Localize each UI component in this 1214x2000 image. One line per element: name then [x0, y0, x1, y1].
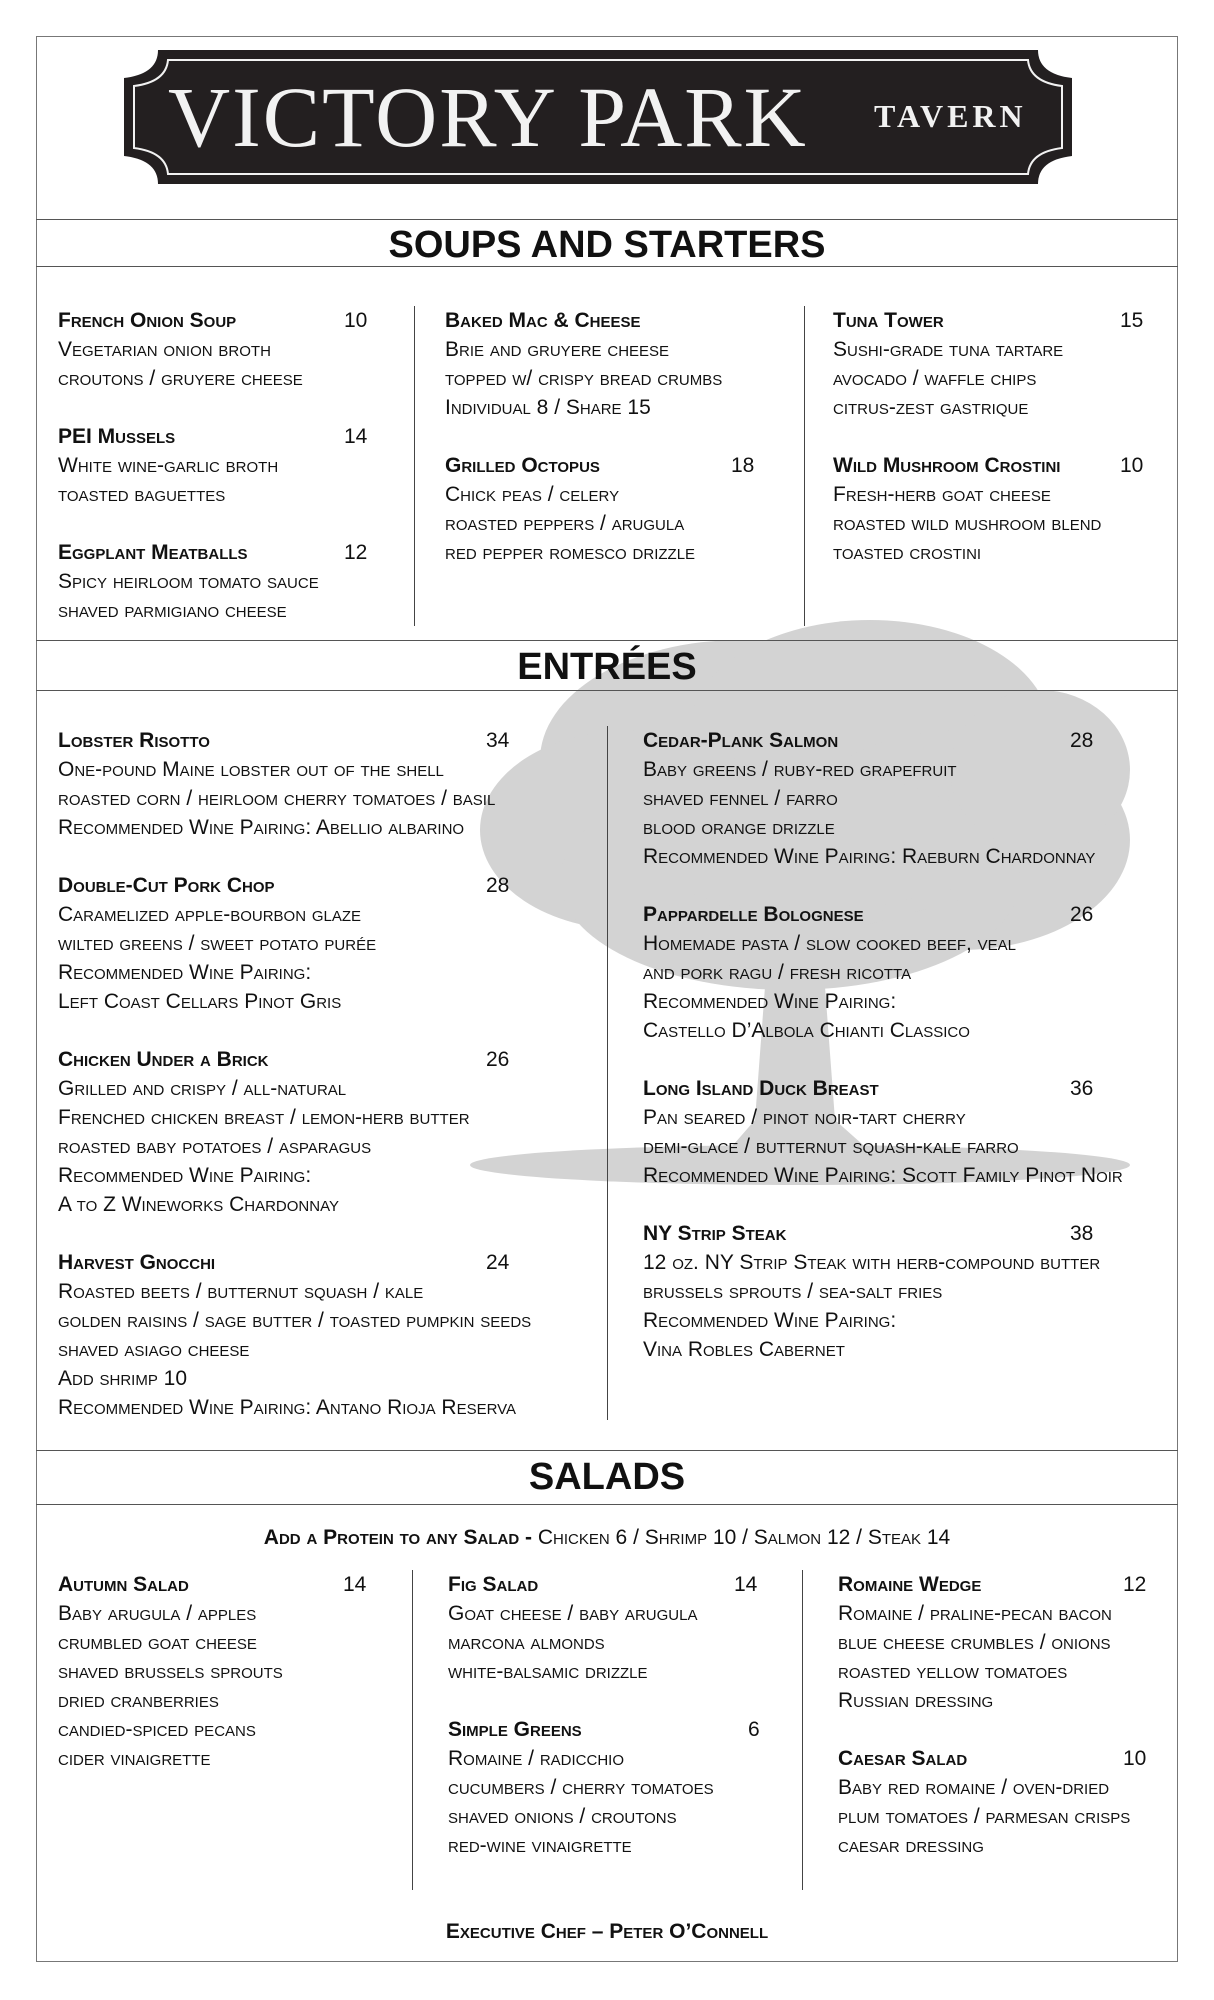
item-desc: citrus-zest gastrique: [833, 396, 1029, 419]
item-name: Harvest Gnocchi: [58, 1251, 216, 1274]
executive-chef-credit: Executive Chef – Peter O’Connell: [445, 1920, 769, 1943]
soups-divider-1: [414, 306, 415, 626]
menu-item: [838, 1570, 1150, 1715]
entrees-divider: [607, 726, 608, 1420]
protein-addon-note: [36, 1526, 1178, 1550]
item-desc: Recommended Wine Pairing:: [643, 990, 897, 1013]
item-desc: Goat cheese / baby arugula: [448, 1602, 698, 1625]
item-desc: brussels sprouts / sea-salt fries: [643, 1280, 943, 1303]
item-desc: toasted baguettes: [58, 483, 226, 506]
item-desc: shaved asiago cheese: [58, 1338, 250, 1361]
item-price: 14: [734, 1573, 758, 1596]
item-desc: Individual 8 / Share 15: [445, 396, 651, 419]
item-desc: candied-spiced pecans: [58, 1718, 256, 1741]
item-price: 10: [1123, 1747, 1147, 1770]
item-desc: dried cranberries: [58, 1689, 219, 1712]
entrees-section-title: ENTRÉES: [517, 646, 697, 688]
item-price: 6: [748, 1718, 760, 1741]
menu-item: [58, 1570, 370, 1773]
item-price: 18: [731, 454, 755, 477]
item-price: 26: [1070, 903, 1094, 926]
item-desc: cider vinaigrette: [58, 1747, 211, 1770]
menu-item: [643, 726, 1163, 871]
item-desc: shaved parmigiano cheese: [58, 599, 287, 622]
item-desc: avocado / waffle chips: [833, 367, 1037, 390]
item-desc: Fresh-herb goat cheese: [833, 483, 1051, 506]
item-desc: shaved fennel / farro: [643, 787, 838, 810]
item-price: 28: [486, 874, 510, 897]
item-price: 34: [486, 729, 510, 752]
salads-section-title: SALADS: [528, 1456, 686, 1498]
menu-item: [58, 422, 370, 509]
item-name: PEI Mussels: [58, 425, 176, 448]
item-price: 26: [486, 1048, 510, 1071]
item-desc: Chick peas / celery: [445, 483, 620, 506]
item-name: Baked Mac & Cheese: [445, 309, 641, 332]
item-price: 10: [1120, 454, 1144, 477]
item-desc: marcona almonds: [448, 1631, 605, 1654]
item-desc: roasted corn / heirloom cherry tomatoes / basil: [58, 787, 496, 810]
item-desc: plum tomatoes / parmesan crisps: [838, 1805, 1131, 1828]
item-desc: Recommended Wine Pairing: Abellio albarino: [58, 816, 465, 839]
soups-top-rule: [36, 219, 1178, 220]
item-desc: roasted baby potatoes / asparagus: [58, 1135, 372, 1158]
item-desc: Vina Robles Cabernet: [643, 1338, 845, 1361]
item-desc: Grilled and crispy / all-natural: [58, 1077, 347, 1100]
item-name: Long Island Duck Breast: [643, 1077, 879, 1100]
item-desc: A to Z Wineworks Chardonnay: [58, 1193, 339, 1216]
item-price: 14: [344, 425, 368, 448]
item-desc: Vegetarian onion broth: [58, 338, 271, 361]
item-desc: crumbled goat cheese: [58, 1631, 257, 1654]
soups-divider-2: [804, 306, 805, 626]
salads-bottom-rule: [36, 1504, 1178, 1505]
item-desc: croutons / gruyere cheese: [58, 367, 303, 390]
item-desc: Sushi-grade tuna tartare: [833, 338, 1064, 361]
item-desc: Pan seared / pinot noir-tart cherry: [643, 1106, 966, 1129]
item-price: 14: [343, 1573, 367, 1596]
item-desc: One-pound Maine lobster out of the shell: [58, 758, 444, 781]
item-desc: demi-glace / butternut squash-kale farro: [643, 1135, 1019, 1158]
item-price: 28: [1070, 729, 1094, 752]
item-name: Double-Cut Pork Chop: [58, 874, 275, 897]
menu-item: [445, 306, 757, 422]
item-desc: and pork ragu / fresh ricotta: [643, 961, 912, 984]
item-desc: Frenched chicken breast / lemon-herb butter: [58, 1106, 470, 1129]
item-desc: toasted crostini: [833, 541, 982, 564]
item-desc: White wine-garlic broth: [58, 454, 279, 477]
item-desc: shaved onions / croutons: [448, 1805, 677, 1828]
soups-bottom-rule: [36, 266, 1178, 267]
item-desc: Caramelized apple-bourbon glaze: [58, 903, 362, 926]
item-name: Autumn Salad: [58, 1573, 189, 1596]
item-desc: blood orange drizzle: [643, 816, 835, 839]
menu-item: [833, 306, 1145, 422]
item-name: Romaine Wedge: [838, 1573, 982, 1596]
item-price: 38: [1070, 1222, 1094, 1245]
item-desc: shaved brussels sprouts: [58, 1660, 283, 1683]
item-name: Tuna Tower: [833, 309, 944, 332]
item-name: Wild Mushroom Crostini: [833, 454, 1061, 477]
item-price: 36: [1070, 1077, 1094, 1100]
item-desc: Homemade pasta / slow cooked beef, veal: [643, 932, 1017, 955]
item-name: Lobster Risotto: [58, 729, 210, 752]
item-desc: wilted greens / sweet potato purée: [58, 932, 377, 955]
item-price: 12: [344, 541, 368, 564]
item-desc: blue cheese crumbles / onions: [838, 1631, 1111, 1654]
item-name: Simple Greens: [448, 1718, 582, 1741]
item-desc: Castello D’Albola Chianti Classico: [643, 1019, 970, 1042]
item-price: 24: [486, 1251, 510, 1274]
item-name: Eggplant Meatballs: [58, 541, 248, 564]
item-name: Fig Salad: [448, 1573, 539, 1596]
item-name: Cedar-Plank Salmon: [643, 729, 839, 752]
menu-item: [833, 451, 1145, 567]
item-desc: Recommended Wine Pairing:: [643, 1309, 897, 1332]
item-desc: Left Coast Cellars Pinot Gris: [58, 990, 342, 1013]
protein-addon-options: Chicken 6 / Shrimp 10 / Salmon 12 / Steak 14: [537, 1526, 951, 1549]
menu-item: [448, 1570, 760, 1686]
item-desc: Recommended Wine Pairing:: [58, 1164, 312, 1187]
item-name: Grilled Octopus: [445, 454, 600, 477]
item-desc: Recommended Wine Pairing: Antano Rioja Reserva: [58, 1396, 517, 1419]
item-desc: 12 oz. NY Strip Steak with herb-compound butter: [643, 1251, 1101, 1274]
item-price: 15: [1120, 309, 1144, 332]
menu-item: [58, 306, 370, 393]
item-name: Caesar Salad: [838, 1747, 968, 1770]
menu-item: [643, 1219, 1163, 1364]
item-desc: roasted yellow tomatoes: [838, 1660, 1068, 1683]
item-desc: Russian dressing: [838, 1689, 994, 1712]
menu-item: [643, 900, 1163, 1045]
menu-item: [838, 1744, 1158, 1860]
item-name: NY Strip Steak: [643, 1222, 787, 1245]
item-desc: Baby red romaine / oven-dried: [838, 1776, 1110, 1799]
item-desc: golden raisins / sage butter / toasted pumpkin seeds: [58, 1309, 532, 1332]
entrees-top-rule: [36, 640, 1178, 641]
item-desc: Brie and gruyere cheese: [445, 338, 670, 361]
item-desc: caesar dressing: [838, 1834, 984, 1857]
menu-item: [448, 1715, 760, 1860]
salads-top-rule: [36, 1450, 1178, 1451]
item-name: Chicken Under a Brick: [58, 1048, 269, 1071]
menu-item: [58, 1045, 578, 1219]
salads-divider-2: [802, 1570, 803, 1890]
item-desc: cucumbers / cherry tomatoes: [448, 1776, 714, 1799]
item-desc: Recommended Wine Pairing: Scott Family Pinot Noir: [643, 1164, 1123, 1187]
item-desc: white-balsamic drizzle: [448, 1660, 648, 1683]
menu-item: [58, 871, 578, 1016]
item-desc: Spicy heirloom tomato sauce: [58, 570, 319, 593]
soups-section-title: SOUPS AND STARTERS: [388, 224, 826, 266]
item-price: 12: [1123, 1573, 1147, 1596]
salads-divider-1: [412, 1570, 413, 1890]
item-name: Pappardelle Bolognese: [643, 903, 864, 926]
item-desc: Recommended Wine Pairing: Raeburn Chardonnay: [643, 845, 1096, 868]
item-desc: Romaine / praline-pecan bacon: [838, 1602, 1112, 1625]
item-desc: red-wine vinaigrette: [448, 1834, 632, 1857]
item-desc: roasted wild mushroom blend: [833, 512, 1102, 535]
logo-main-text: VICTORY PARK: [168, 69, 808, 165]
menu-item: [643, 1074, 1163, 1190]
menu-item: [58, 1248, 598, 1422]
item-desc: Baby arugula / apples: [58, 1602, 257, 1625]
item-desc: Add shrimp 10: [58, 1367, 188, 1390]
protein-addon-label: Add a Protein to any Salad -: [263, 1526, 533, 1549]
entrees-bottom-rule: [36, 690, 1178, 691]
item-desc: Romaine / radicchio: [448, 1747, 625, 1770]
menu-item: [445, 451, 757, 567]
item-desc: red pepper romesco drizzle: [445, 541, 696, 564]
item-desc: Baby greens / ruby-red grapefruit: [643, 758, 957, 781]
item-desc: Roasted beets / butternut squash / kale: [58, 1280, 424, 1303]
menu-item: [58, 538, 370, 625]
menu-item: [58, 726, 578, 842]
item-desc: roasted peppers / arugula: [445, 512, 685, 535]
item-name: French Onion Soup: [58, 309, 237, 332]
logo-sub-text: TAVERN: [874, 98, 1027, 134]
item-desc: topped w/ crispy bread crumbs: [445, 367, 723, 390]
item-price: 10: [344, 309, 368, 332]
item-desc: Recommended Wine Pairing:: [58, 961, 312, 984]
